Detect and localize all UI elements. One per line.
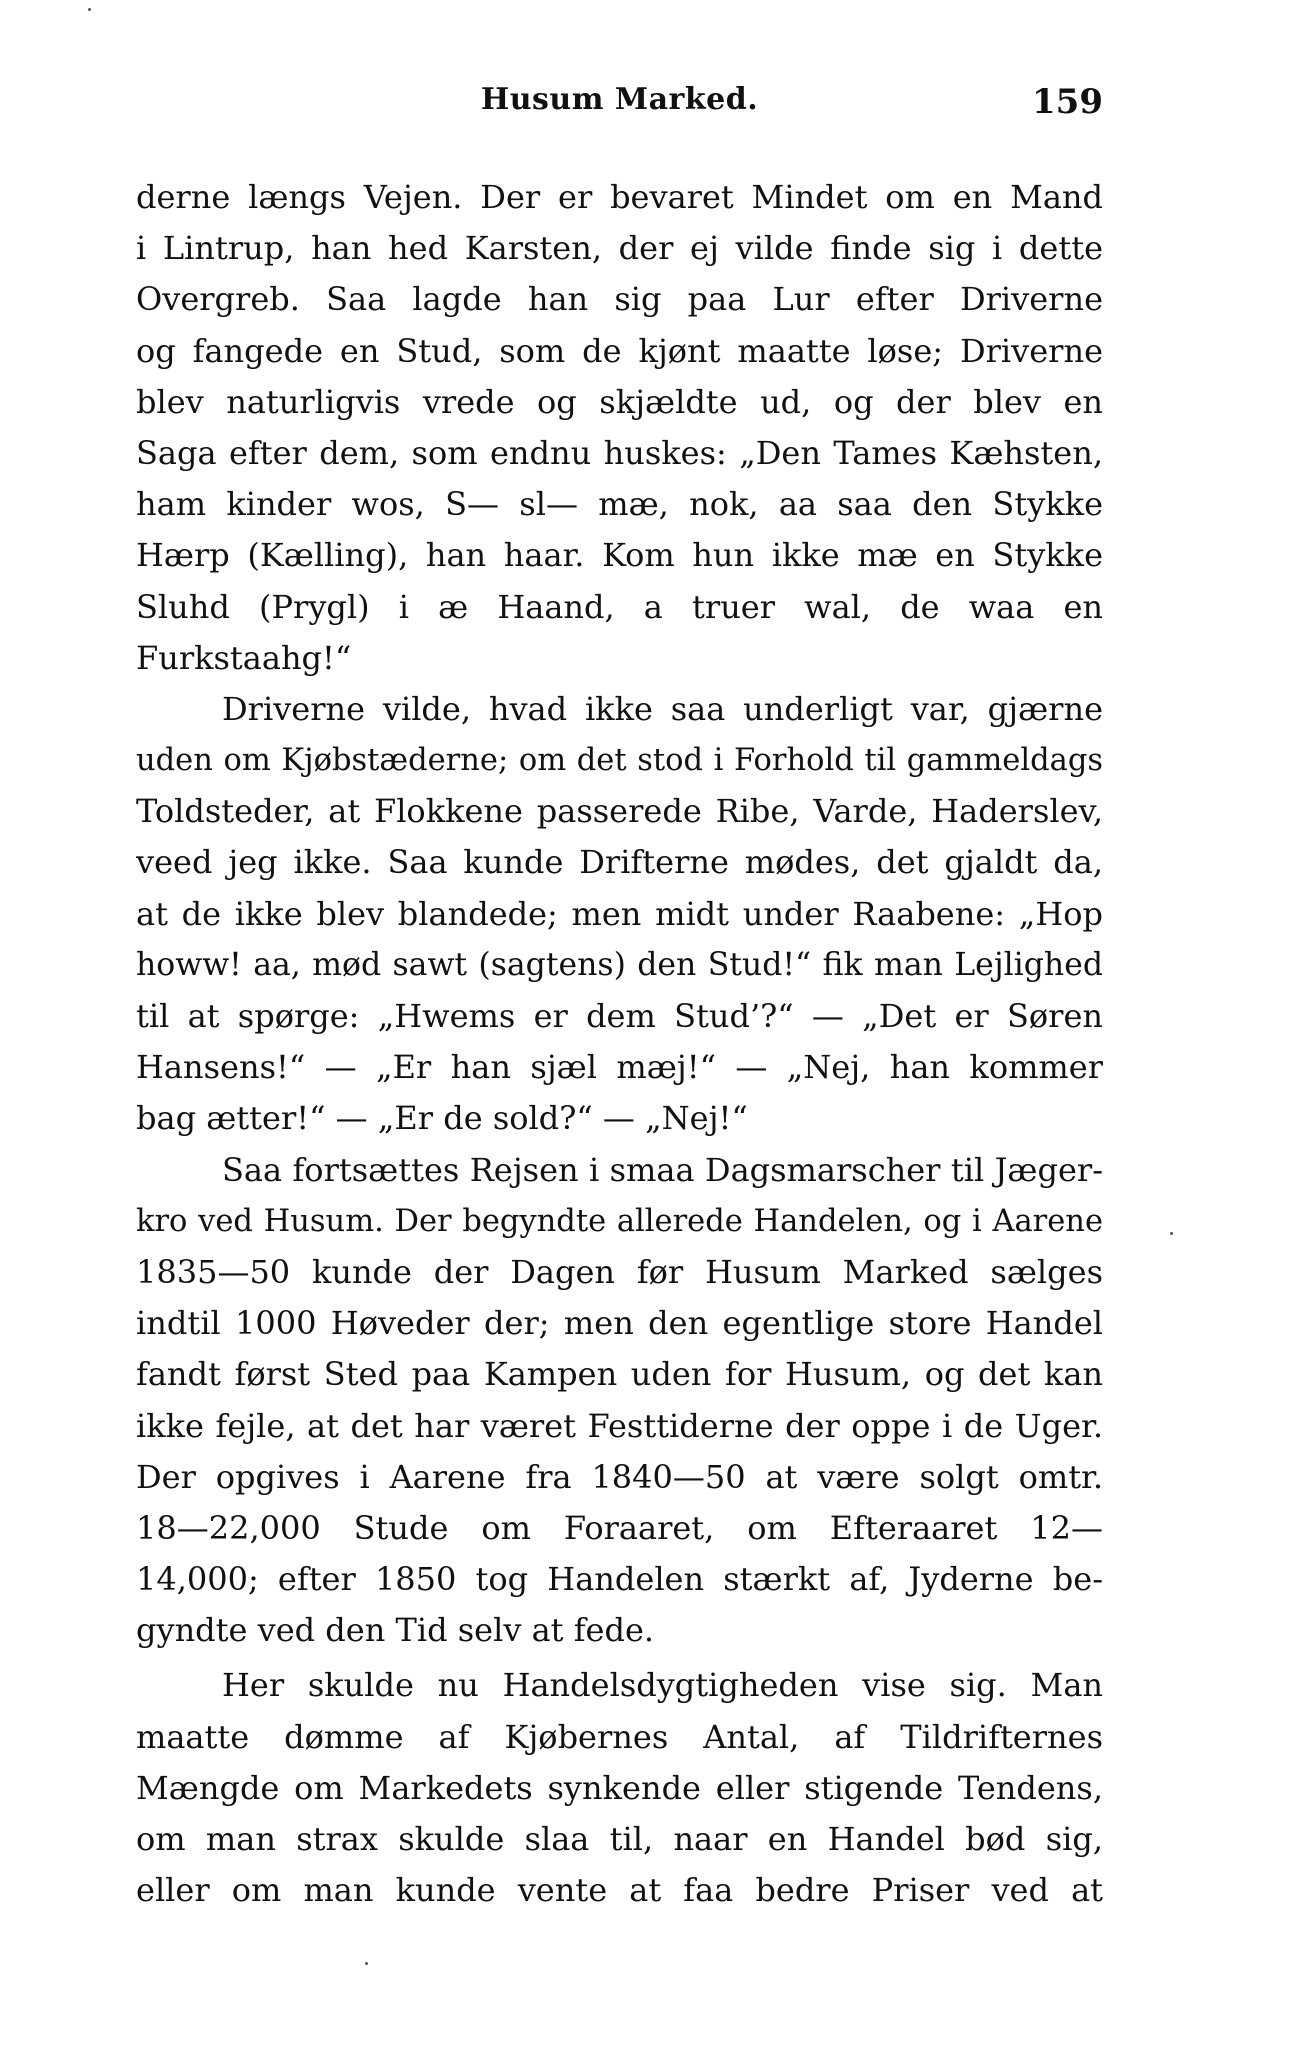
text-line: gyndte ved den Tid selv at fede. [136, 1611, 655, 1650]
text-line: derne længs Vejen. Der er bevaret Mindet om en Mand [136, 178, 1103, 216]
page-header [136, 82, 1103, 132]
text-line: Overgreb. Saa lagde han sig paa Lur efter Driverne [136, 280, 1103, 319]
text-line: kro ved Husum. Der begyndte allerede Handelen, og i Aarene [136, 1203, 1103, 1239]
text-line: 1835—50 kunde der Dagen før Husum Marked sælges [136, 1252, 1103, 1291]
text-line: 18—22,000 Stude om Foraaret, om Efteraaret 12— [136, 1508, 1103, 1547]
text-line: ikke fejle, at det har været Festtiderne der oppe i de Uger. [136, 1406, 1103, 1445]
text-line: Mængde om Markedets synkende eller stigende Tendens, [136, 1768, 1103, 1807]
text-line: howw! aa, mød sawt (sagtens) den Stud!“ fik man Lejlighed [136, 946, 1103, 983]
text-line: blev naturligvis vrede og skjældte ud, og der blev en [136, 382, 1103, 421]
text-line: ham kinder wos, S— sl— mæ, nok, aa saa den Stykke [136, 485, 1103, 524]
text-line: Toldsteder, at Flokkene passerede Ribe, Varde, Haderslev, [136, 792, 1103, 831]
text-line: Furkstaahg!“ [136, 638, 352, 677]
text-line: Saga efter dem, som endnu huskes: „Den Tames Kæhsten, [136, 433, 1103, 472]
paper-speck [365, 1962, 368, 1965]
text-line: og fangede en Stud, som de kjønt maatte løse; Driverne [136, 331, 1103, 370]
text-line: bag ætter!“ — „Er de sold?“ — „Nej!“ [136, 1099, 748, 1138]
text-line: veed jeg ikke. Saa kunde Drifterne mødes, det gjaldt da, [136, 843, 1103, 882]
text-line: Hansens!“ — „Er han sjæl mæj!“ — „Nej, han kommer [136, 1048, 1103, 1087]
text-line: uden om Kjøbstæderne; om det stod i Forhold til gammeldags [136, 743, 1103, 779]
body-text [136, 172, 1103, 1916]
running-title: Husum Marked. [480, 82, 759, 117]
text-line: i Lintrup, han hed Karsten, der ej vilde finde sig i dette [136, 229, 1103, 268]
text-line: til at spørge: „Hwems er dem Stud’?“ — „Det er Søren [136, 997, 1103, 1035]
text-line: eller om man kunde vente at faa bedre Priser ved at [136, 1871, 1103, 1910]
text-line: Driverne vilde, hvad ikke saa underligt var, gjærne [222, 689, 1103, 728]
text-line: Der opgives i Aarene fra 1840—50 at være solgt omtr. [136, 1457, 1103, 1496]
text-line: maatte dømme af Kjøbernes Antal, af Tildrifternes [136, 1717, 1103, 1756]
page-number: 159 [1032, 82, 1103, 122]
text-line: Her skulde nu Handelsdygtigheden vise sig. Man [222, 1666, 1103, 1705]
text-line: Hærp (Kælling), han haar. Kom hun ikke mæ en Stykke [136, 536, 1103, 575]
text-line: indtil 1000 Høveder der; men den egentlige store Handel [136, 1304, 1103, 1343]
paper-speck [1170, 1232, 1173, 1235]
text-line: fandt først Sted paa Kampen uden for Husum, og det kan [136, 1355, 1103, 1394]
text-line: Sluhd (Prygl) i æ Haand, a truer wal, de waa en [136, 587, 1103, 626]
text-line: at de ikke blev blandede; men midt under Raabene: „Hop [136, 894, 1103, 933]
text-line: om man strax skulde slaa til, naar en Handel bød sig, [136, 1820, 1103, 1858]
text-line: Saa fortsættes Rejsen i smaa Dagsmarscher til Jæger- [222, 1150, 1103, 1189]
text-line: 14,000; efter 1850 tog Handelen stærkt af, Jyderne be- [136, 1560, 1103, 1599]
paper-speck [88, 8, 91, 11]
